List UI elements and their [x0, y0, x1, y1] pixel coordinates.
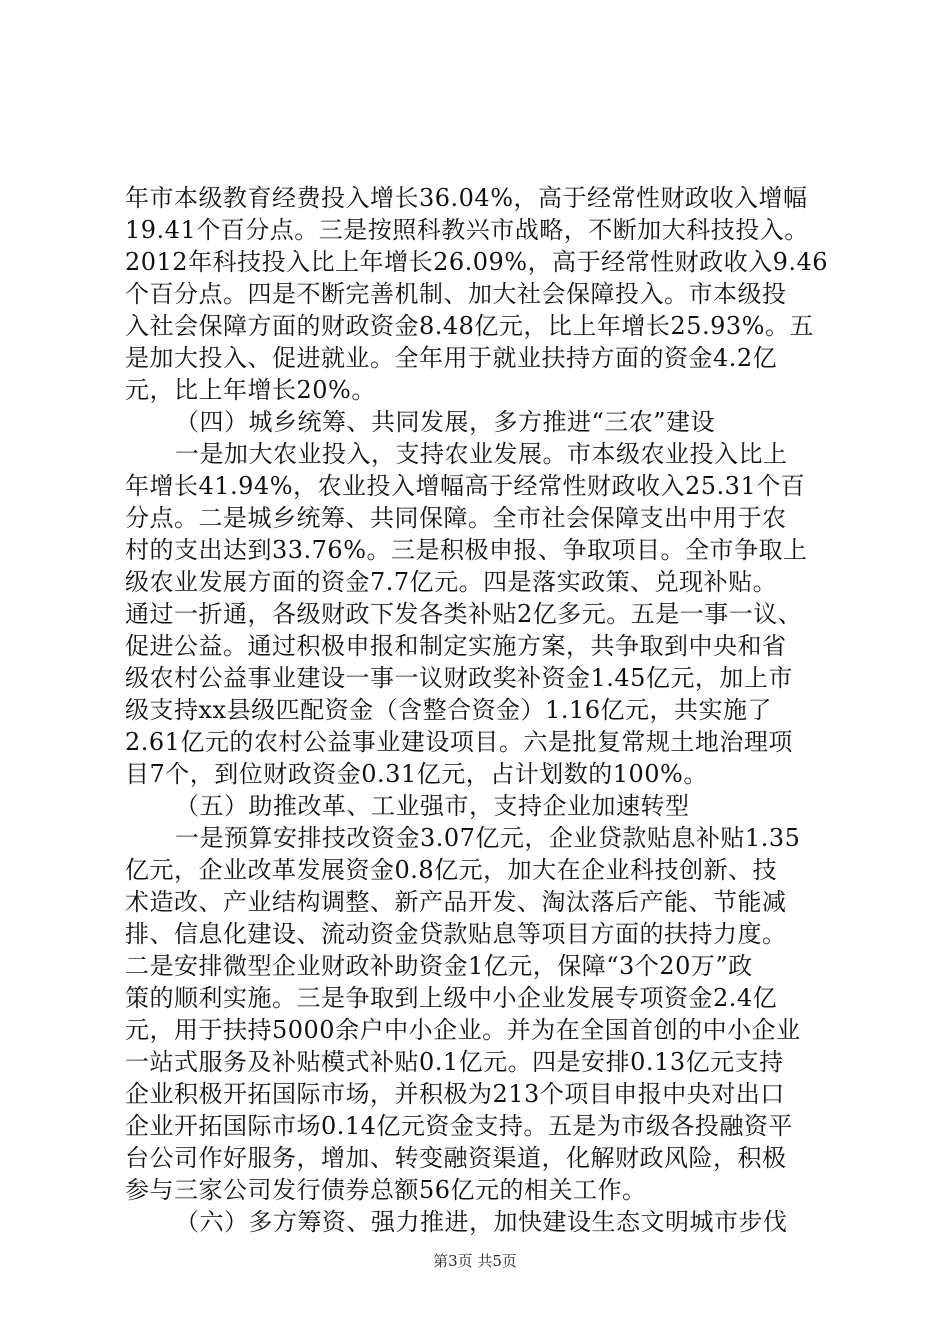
section-heading: （五）助推改革、工业强市，支持企业加速转型	[175, 792, 690, 820]
body-text-line: 台公司作好服务，增加、转变融资渠道，化解财政风险，积极	[125, 1144, 787, 1172]
body-text-line: 分点。二是城乡统筹、共同保障。全市社会保障支出中用于农	[125, 504, 787, 532]
body-text-line: 企业积极开拓国际市场，并积极为213个项目申报中央对出口	[125, 1080, 785, 1108]
section-heading: （四）城乡统筹、共同发展，多方推进“三农”建设	[175, 408, 716, 436]
section-heading: （六）多方筹资、强力推进，加快建设生态文明城市步伐	[175, 1208, 788, 1236]
body-text-line: 级农业发展方面的资金7.7亿元。四是落实政策、兑现补贴。	[125, 568, 778, 596]
body-text-line: 村的支出达到33.76%。三是积极申报、争取项目。全市争取上	[125, 536, 808, 564]
body-text-line: 策的顺利实施。三是争取到上级中小企业发展专项资金2.4亿	[125, 984, 778, 1012]
body-text-line: 促进公益。通过积极申报和制定实施方案，共争取到中央和省	[125, 632, 787, 660]
body-text-line: 通过一折通，各级财政下发各类补贴2亿多元。五是一事一议、	[125, 600, 803, 628]
body-text-line: 二是安排微型企业财政补助资金1亿元，保障“3个20万”政	[125, 952, 753, 980]
body-text-line: 一站式服务及补贴模式补贴0.1亿元。四是安排0.13亿元支持	[125, 1048, 784, 1076]
body-text-line: 个百分点。四是不断完善机制、加大社会保障投入。市本级投	[125, 280, 787, 308]
body-text-line: 级支持xx县级匹配资金（含整合资金）1.16亿元，共实施了	[125, 696, 773, 724]
body-text-line: 一是预算安排技改资金3.07亿元，企业贷款贴息补贴1.35	[175, 824, 801, 852]
body-text-line: 元，比上年增长20%。	[125, 376, 376, 404]
body-text-line: 2.61亿元的农村公益事业建设项目。六是批复常规土地治理项	[125, 728, 793, 756]
body-text-line: 元，用于扶持5000余户中小企业。并为在全国首创的中小企业	[125, 1016, 801, 1044]
body-text-line: 参与三家公司发行债券总额56亿元的相关工作。	[125, 1176, 647, 1204]
body-text-line: 年增长41.94%，农业投入增幅高于经常性财政收入25.31个百	[125, 472, 806, 500]
body-text-line: 企业开拓国际市场0.14亿元资金支持。五是为市级各投融资平	[125, 1112, 793, 1140]
page-number-footer: 第3页 共5页	[433, 1252, 517, 1270]
body-text-line: 年市本级教育经费投入增长36.04%，高于经常性财政收入增幅	[125, 184, 808, 212]
body-text-line: 级农村公益事业建设一事一议财政奖补资金1.45亿元，加上市	[125, 664, 793, 692]
body-text-line: 19.41个百分点。三是按照科教兴市战略，不断加大科技投入。	[125, 216, 809, 244]
body-text-line: 亿元，企业改革发展资金0.8亿元，加大在企业科技创新、技	[125, 856, 778, 884]
body-text-line: 入社会保障方面的财政资金8.48亿元，比上年增长25.93%。五	[125, 312, 814, 340]
body-text-line: 一是加大农业投入，支持农业发展。市本级农业投入比上	[175, 440, 788, 468]
body-text-line: 术造改、产业结构调整、新产品开发、淘汰落后产能、节能减	[125, 888, 787, 916]
body-text-line: 排、信息化建设、流动资金贷款贴息等项目方面的扶持力度。	[125, 920, 787, 948]
body-text-line: 目7个，到位财政资金0.31亿元，占计划数的100%。	[125, 760, 708, 788]
body-text-line: 是加大投入、促进就业。全年用于就业扶持方面的资金4.2亿	[125, 344, 778, 372]
body-text-line: 2012年科技投入比上年增长26.09%，高于经常性财政收入9.46	[125, 248, 829, 276]
